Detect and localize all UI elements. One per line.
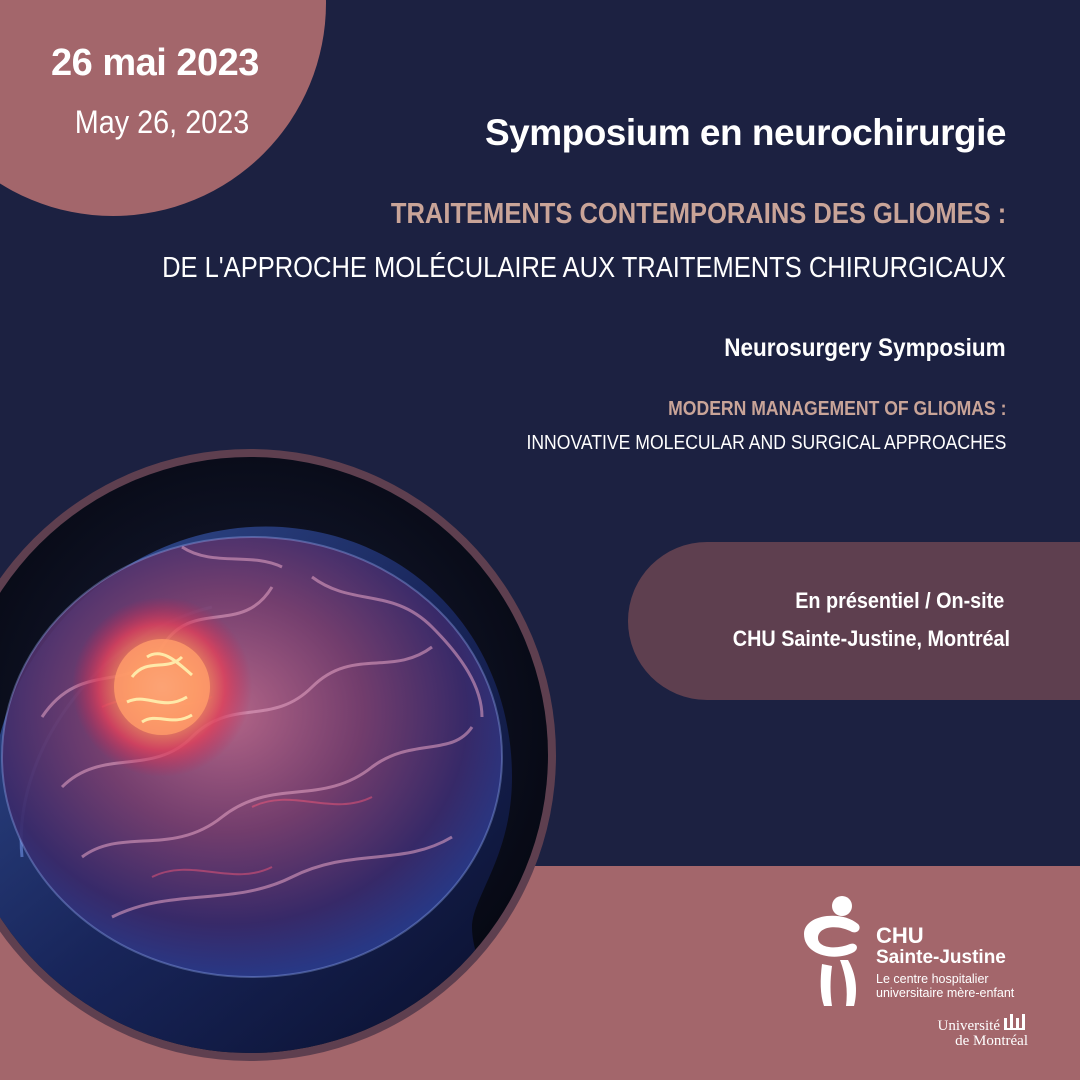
udem-name-line2: de Montréal — [955, 1033, 1028, 1049]
chu-name-sainte-justine: Sainte-Justine — [876, 947, 1006, 968]
date-french: 26 mai 2023 — [51, 42, 259, 84]
title-french: Symposium en neurochirurgie — [484, 112, 1006, 153]
chu-tagline-line1: Le centre hospitalier — [876, 972, 989, 986]
title-english: Neurosurgery Symposium — [724, 334, 1006, 362]
brain-tumor-illustration — [0, 457, 548, 1053]
chu-sainte-justine-logo-icon — [796, 890, 876, 1010]
chu-tagline-line2: universitaire mère-enfant — [876, 986, 1015, 1000]
udem-logo-icon — [1002, 1010, 1028, 1032]
location-venue: CHU Sainte-Justine, Montréal — [732, 626, 1010, 651]
udem-name-line1: Université — [937, 1018, 1000, 1034]
subtitle-english-line1: MODERN MANAGEMENT OF GLIOMAS : — [667, 398, 1006, 420]
location-pill — [628, 542, 1080, 700]
location-mode: En présentiel / On-site — [794, 588, 1004, 613]
date-english: May 26, 2023 — [74, 104, 250, 140]
subtitle-french-line1: TRAITEMENTS CONTEMPORAINS DES GLIOMES : — [390, 198, 1006, 230]
subtitle-english-line2: INNOVATIVE MOLECULAR AND SURGICAL APPROACHES — [526, 432, 1006, 454]
subtitle-french-line2: DE L'APPROCHE MOLÉCULAIRE AUX TRAITEMENTS CHIRURGICAUX — [162, 252, 1006, 284]
chu-name: CHU — [876, 923, 924, 948]
